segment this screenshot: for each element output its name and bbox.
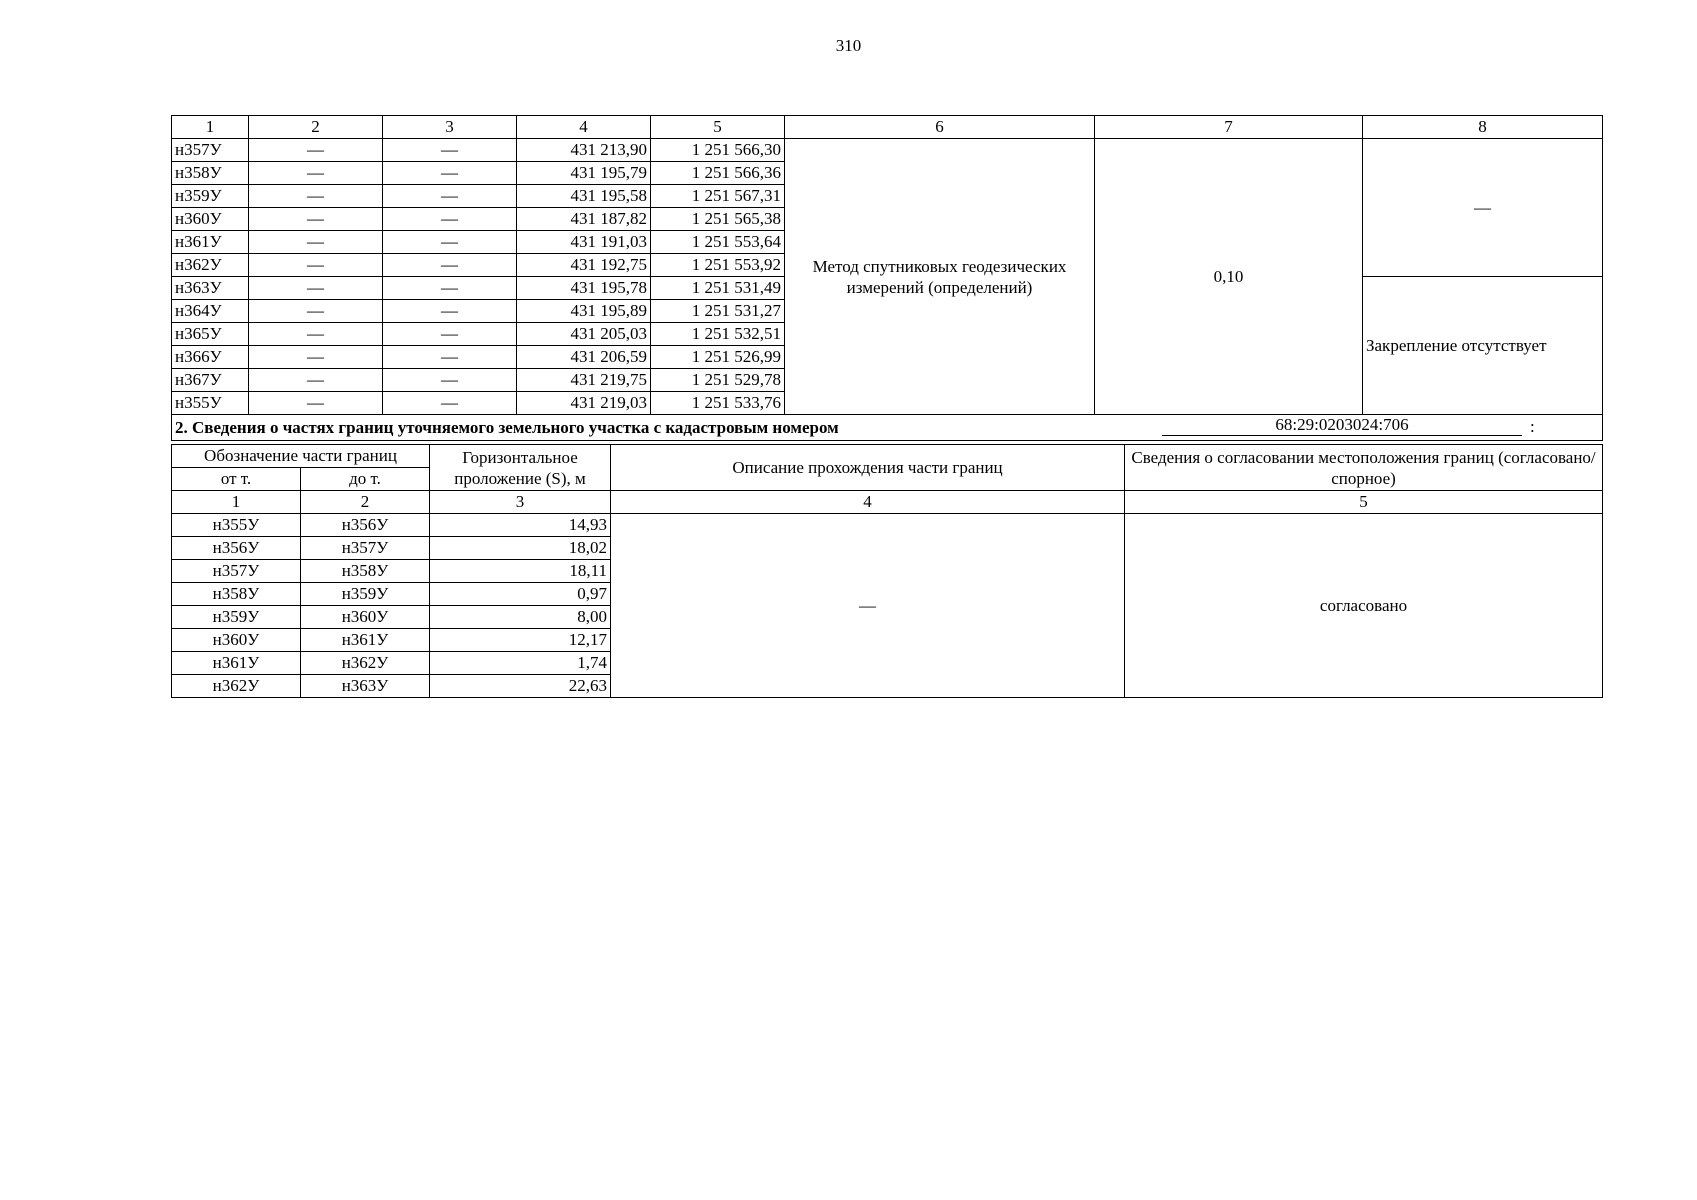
fixation-bottom-cell: Закрепление отсутствует	[1363, 277, 1603, 415]
coord-y: 1 251 531,27	[651, 300, 785, 323]
point-name: н367У	[172, 369, 249, 392]
empty-cell: —	[383, 300, 517, 323]
agreement-header: Сведения о согласовании местоположения границ (согласовано/спорное)	[1125, 445, 1603, 491]
empty-cell: —	[249, 277, 383, 300]
point-name: н362У	[172, 254, 249, 277]
coord-x: 431 195,78	[517, 277, 651, 300]
cadastral-number: 68:29:0203024:706	[1162, 415, 1522, 436]
coord-y: 1 251 553,92	[651, 254, 785, 277]
boundary-points-table	[171, 115, 1603, 441]
page-number: 310	[835, 36, 862, 55]
empty-cell: —	[383, 346, 517, 369]
coord-x: 431 187,82	[517, 208, 651, 231]
col-number: 2	[301, 491, 430, 514]
coord-x: 431 195,89	[517, 300, 651, 323]
coord-y: 1 251 531,49	[651, 277, 785, 300]
coord-x: 431 206,59	[517, 346, 651, 369]
point-name: н364У	[172, 300, 249, 323]
empty-cell: —	[383, 208, 517, 231]
column-number-row	[172, 491, 1603, 514]
point-name: н357У	[172, 139, 249, 162]
point-name: н363У	[172, 277, 249, 300]
empty-cell: —	[249, 231, 383, 254]
fixation-top-cell: —	[1363, 139, 1603, 277]
method-cell: Метод спутниковых геодезических измерений (определений)	[785, 139, 1095, 415]
to-point: н358У	[301, 560, 430, 583]
to-point: н356У	[301, 514, 430, 537]
from-point: н361У	[172, 652, 301, 675]
to-point: н360У	[301, 606, 430, 629]
empty-cell: —	[383, 162, 517, 185]
agreement-cell: согласовано	[1125, 514, 1603, 698]
distance: 18,02	[430, 537, 611, 560]
empty-cell: —	[249, 208, 383, 231]
description-header: Описание прохождения части границ	[611, 445, 1125, 491]
from-point: н356У	[172, 537, 301, 560]
from-point: н358У	[172, 583, 301, 606]
coord-y: 1 251 553,64	[651, 231, 785, 254]
empty-cell: —	[249, 346, 383, 369]
empty-cell: —	[383, 277, 517, 300]
point-name: н359У	[172, 185, 249, 208]
empty-cell: —	[383, 323, 517, 346]
col-number: 7	[1095, 116, 1363, 139]
coord-x: 431 195,58	[517, 185, 651, 208]
from-point: н360У	[172, 629, 301, 652]
point-name: н365У	[172, 323, 249, 346]
coord-y: 1 251 526,99	[651, 346, 785, 369]
empty-cell: —	[249, 323, 383, 346]
section-2-cell	[172, 415, 1603, 441]
col-number: 8	[1363, 116, 1603, 139]
col-number: 2	[249, 116, 383, 139]
distance: 8,00	[430, 606, 611, 629]
boundary-parts-table	[171, 444, 1603, 698]
designation-header: Обозначение части границ	[172, 445, 430, 468]
from-point: н355У	[172, 514, 301, 537]
from-point: н362У	[172, 675, 301, 698]
point-name: н358У	[172, 162, 249, 185]
point-name: н361У	[172, 231, 249, 254]
coord-y: 1 251 566,30	[651, 139, 785, 162]
coord-y: 1 251 567,31	[651, 185, 785, 208]
distance: 14,93	[430, 514, 611, 537]
description-cell: —	[611, 514, 1125, 698]
section-2-row	[172, 415, 1603, 441]
col-number: 1	[172, 116, 249, 139]
section-2-title: 2. Сведения о частях границ уточняемого земельного участка с кадастровым номером	[175, 417, 839, 437]
coord-y: 1 251 533,76	[651, 392, 785, 415]
distance: 0,97	[430, 583, 611, 606]
table-row	[172, 139, 1603, 162]
empty-cell: —	[383, 369, 517, 392]
empty-cell: —	[383, 231, 517, 254]
col-number: 5	[1125, 491, 1603, 514]
empty-cell: —	[249, 392, 383, 415]
distance: 1,74	[430, 652, 611, 675]
empty-cell: —	[383, 254, 517, 277]
col-number: 4	[611, 491, 1125, 514]
from-point: н359У	[172, 606, 301, 629]
from-point: н357У	[172, 560, 301, 583]
coord-x: 431 219,75	[517, 369, 651, 392]
empty-cell: —	[383, 392, 517, 415]
to-point: н357У	[301, 537, 430, 560]
col-number: 1	[172, 491, 301, 514]
distance: 18,11	[430, 560, 611, 583]
col-number: 3	[383, 116, 517, 139]
coord-x: 431 192,75	[517, 254, 651, 277]
empty-cell: —	[383, 139, 517, 162]
section-2-trailing: :	[1530, 417, 1535, 436]
coord-y: 1 251 529,78	[651, 369, 785, 392]
col-number: 3	[430, 491, 611, 514]
point-name: н360У	[172, 208, 249, 231]
coord-x: 431 205,03	[517, 323, 651, 346]
table-row	[172, 514, 1603, 537]
empty-cell: —	[249, 185, 383, 208]
horizontal-header: Горизонтальное проложение (S), м	[430, 445, 611, 491]
empty-cell: —	[249, 162, 383, 185]
coord-x: 431 191,03	[517, 231, 651, 254]
col-number: 5	[651, 116, 785, 139]
to-point: н363У	[301, 675, 430, 698]
coord-y: 1 251 565,38	[651, 208, 785, 231]
distance: 12,17	[430, 629, 611, 652]
accuracy-cell: 0,10	[1095, 139, 1363, 415]
col-number: 4	[517, 116, 651, 139]
to-header: до т.	[301, 468, 430, 491]
coord-y: 1 251 566,36	[651, 162, 785, 185]
from-header: от т.	[172, 468, 301, 491]
point-name: н366У	[172, 346, 249, 369]
to-point: н359У	[301, 583, 430, 606]
coord-x: 431 213,90	[517, 139, 651, 162]
to-point: н361У	[301, 629, 430, 652]
header-row	[172, 445, 1603, 468]
coord-y: 1 251 532,51	[651, 323, 785, 346]
col-number: 6	[785, 116, 1095, 139]
to-point: н362У	[301, 652, 430, 675]
empty-cell: —	[249, 300, 383, 323]
empty-cell: —	[383, 185, 517, 208]
point-name: н355У	[172, 392, 249, 415]
distance: 22,63	[430, 675, 611, 698]
empty-cell: —	[249, 369, 383, 392]
coord-x: 431 195,79	[517, 162, 651, 185]
column-number-row	[172, 116, 1603, 139]
empty-cell: —	[249, 254, 383, 277]
empty-cell: —	[249, 139, 383, 162]
coord-x: 431 219,03	[517, 392, 651, 415]
